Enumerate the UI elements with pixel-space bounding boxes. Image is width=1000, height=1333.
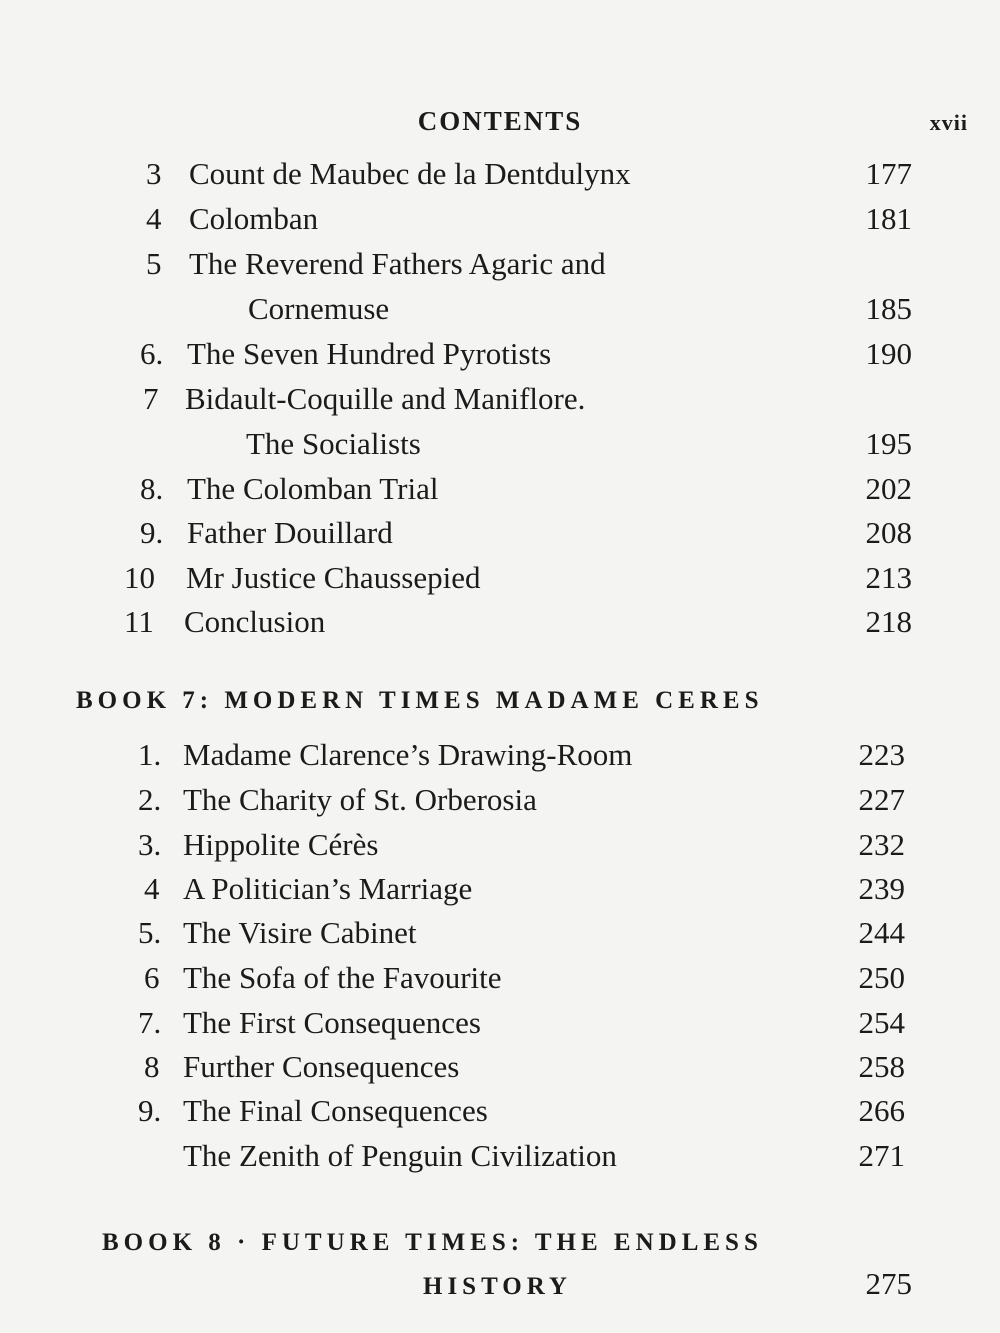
entry-page: 244 bbox=[858, 915, 905, 950]
entry-page: 223 bbox=[858, 737, 905, 772]
book8-heading-cont: HISTORY bbox=[423, 1273, 572, 1300]
entry-page: 254 bbox=[858, 1005, 905, 1040]
entry-page: 232 bbox=[858, 827, 905, 862]
page-title: CONTENTS bbox=[417, 106, 583, 136]
entry-page: 239 bbox=[858, 871, 905, 906]
entry-page: 266 bbox=[858, 1093, 905, 1128]
entry-page: 195 bbox=[865, 426, 912, 461]
entry-page: 271 bbox=[858, 1138, 905, 1173]
contents-page: CONTENTS xvii 3 Count de Maubec de la Dentdulynx 177 4 Colomban 181 5 The Reverend Fathers Agaric and Cornemuse 185 6. The Seven Hundred Pyrotists 190 7 Bidault-Coquille and Maniflore. The Socialists 195 8. The Colomban Trial 202 9. Father Douillard 208 10 Mr Justice Chaussepied 213 11 Conclusion 218 BOOK 7: MODERN TIMES MADAME CERES 1. Madame Clarence’s Drawing-Room 223 2. The Charity of St. Orberosia 227 3. Hippolite Cérès 232 4 A Politician’s Marriage 239 5. The Visire Cabinet 244 6 The Sofa of the Favourite 250 7. The First Consequences 254 8 Further Consequences 258 9. The Final Consequences 266 The Zenith of Penguin Civilization 271 BOOK 8 · FUTURE TIMES: THE ENDLESS HISTORY 275 bbox=[0, 0, 1000, 1333]
entry-page: 181 bbox=[865, 201, 912, 236]
entry-page: 202 bbox=[865, 471, 912, 506]
entry-page: 177 bbox=[865, 156, 912, 191]
book7-heading: BOOK 7: MODERN TIMES MADAME CERES bbox=[76, 687, 764, 714]
entry-page: 258 bbox=[858, 1049, 905, 1084]
entry-page: 275 bbox=[865, 1266, 912, 1301]
entry-page: 190 bbox=[865, 336, 912, 371]
entry-page: 250 bbox=[858, 960, 905, 995]
entry-page: 185 bbox=[865, 291, 912, 326]
page-number: xvii bbox=[929, 110, 968, 135]
book8-heading: BOOK 8 · FUTURE TIMES: THE ENDLESS bbox=[102, 1229, 763, 1256]
entry-page: 213 bbox=[865, 560, 912, 595]
entry-page: 208 bbox=[865, 515, 912, 550]
entry-page: 218 bbox=[865, 604, 912, 639]
entry-page: 227 bbox=[858, 782, 905, 817]
